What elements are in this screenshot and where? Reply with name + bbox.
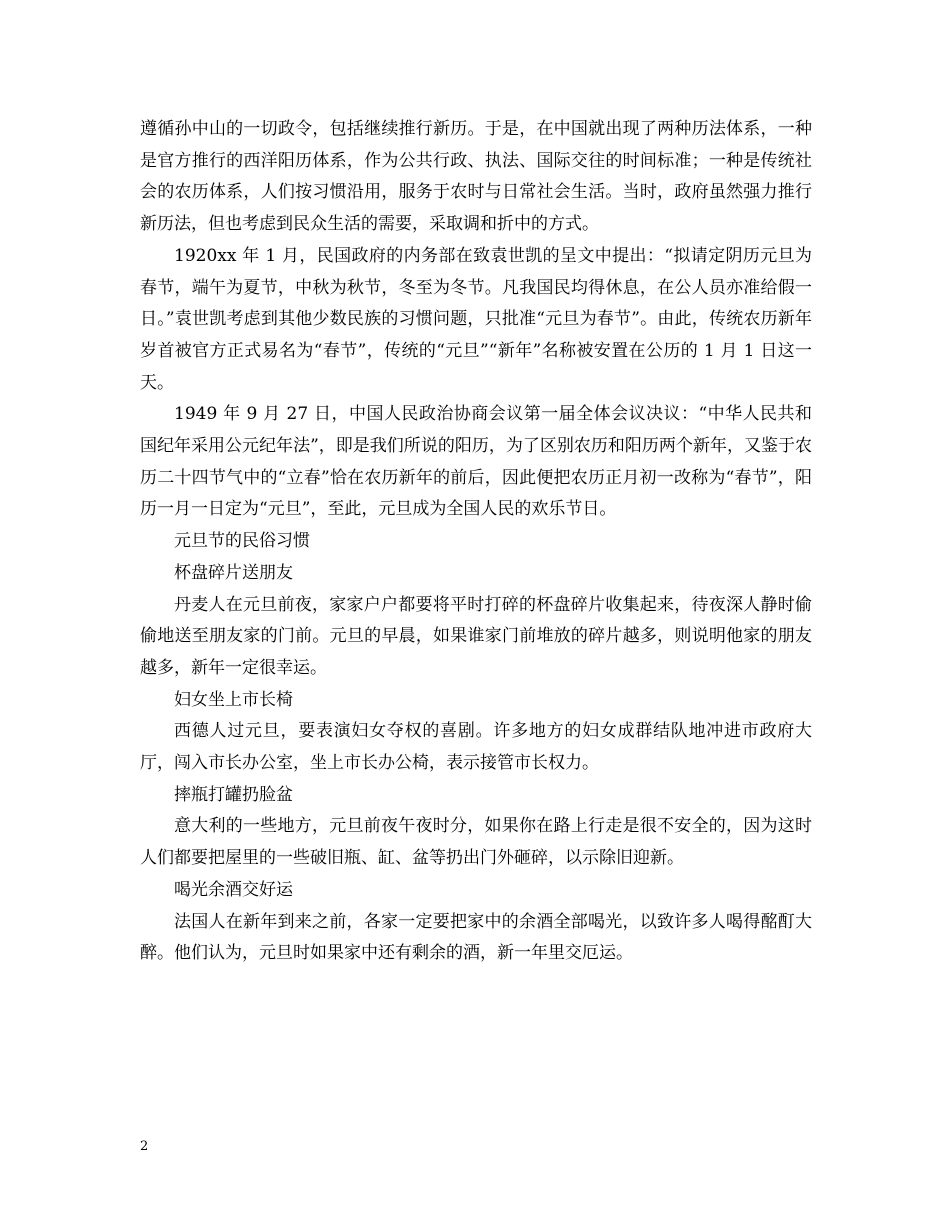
subheading-italy: 摔瓶打罐扔脸盆: [174, 784, 293, 805]
page-number: 2: [140, 1139, 149, 1154]
paragraph-1920-decree: 1920xx 年 1 月，民国政府的内务部在致袁世凯的呈文中提出：“拟请定阴历元旦为春节，端午为夏节，中秋为秋节，冬至为冬节。凡我国民均得休息，在公人员亦准给假一日。”袁世凯考虑到其他少数民族的习惯问题，只批准“元旦为春节”。由此，传统农历新年岁首被官方正式易名为“春节”，传统的“元旦”“新年”名称被安置在公历的 1 月 1 日这一天。: [140, 245, 812, 393]
paragraph-1949-resolution: 1949 年 9 月 27 日，中国人民政治协商会议第一届全体会议决议：“中华人民共和国纪年采用公元纪年法”，即是我们所说的阳历，为了区别农历和阳历两个新年，又鉴于农历二十四节气中的“立春”恰在农历新年的前后，因此便把农历正月初一改称为“春节”，阳历一月一日定为“元旦”，至此，元旦成为全国人民的欢乐节日。: [140, 404, 812, 520]
body-text: [140, 114, 812, 970]
paragraph-denmark: 丹麦人在元旦前夜，家家户户都要将平时打碎的杯盘碎片收集起来，待夜深人静时偷偷地送至朋友家的门前。元旦的早晨，如果谁家门前堆放的碎片越多，则说明他家的朋友越多，新年一定很幸运。: [140, 594, 812, 678]
paragraph-italy: 意大利的一些地方，元旦前夜午夜时分，如果你在路上行走是很不安全的，因为这时人们都要把屋里的一些破旧瓶、缸、盆等扔出门外砸碎，以示除旧迎新。: [140, 816, 812, 869]
paragraph-france: 法国人在新年到来之前，各家一定要把家中的余酒全部喝光，以致许多人喝得酩酊大醉。他们认为，元旦时如果家中还有剩余的酒，新一年里交厄运。: [140, 911, 812, 964]
subheading-denmark: 杯盘碎片送朋友: [174, 562, 293, 583]
subheading-france: 喝光余酒交好运: [174, 879, 293, 900]
subheading-germany: 妇女坐上市长椅: [174, 689, 293, 710]
section-heading-customs: 元旦节的民俗习惯: [174, 531, 310, 552]
paragraph-calendar-systems: 遵循孙中山的一切政令，包括继续推行新历。于是，在中国就出现了两种历法体系，一种是官方推行的西洋阳历体系，作为公共行政、执法、国际交往的时间标准；一种是传统社会的农历体系，人们按习惯沿用，服务于农时与日常社会生活。当时，政府虽然强力推行新历法，但也考虑到民众生活的需要，采取调和折中的方式。: [140, 119, 812, 235]
paragraph-germany: 西德人过元旦，要表演妇女夺权的喜剧。许多地方的妇女成群结队地冲进市政府大厅，闯入市长办公室，坐上市长办公椅，表示接管市长权力。: [140, 721, 812, 774]
